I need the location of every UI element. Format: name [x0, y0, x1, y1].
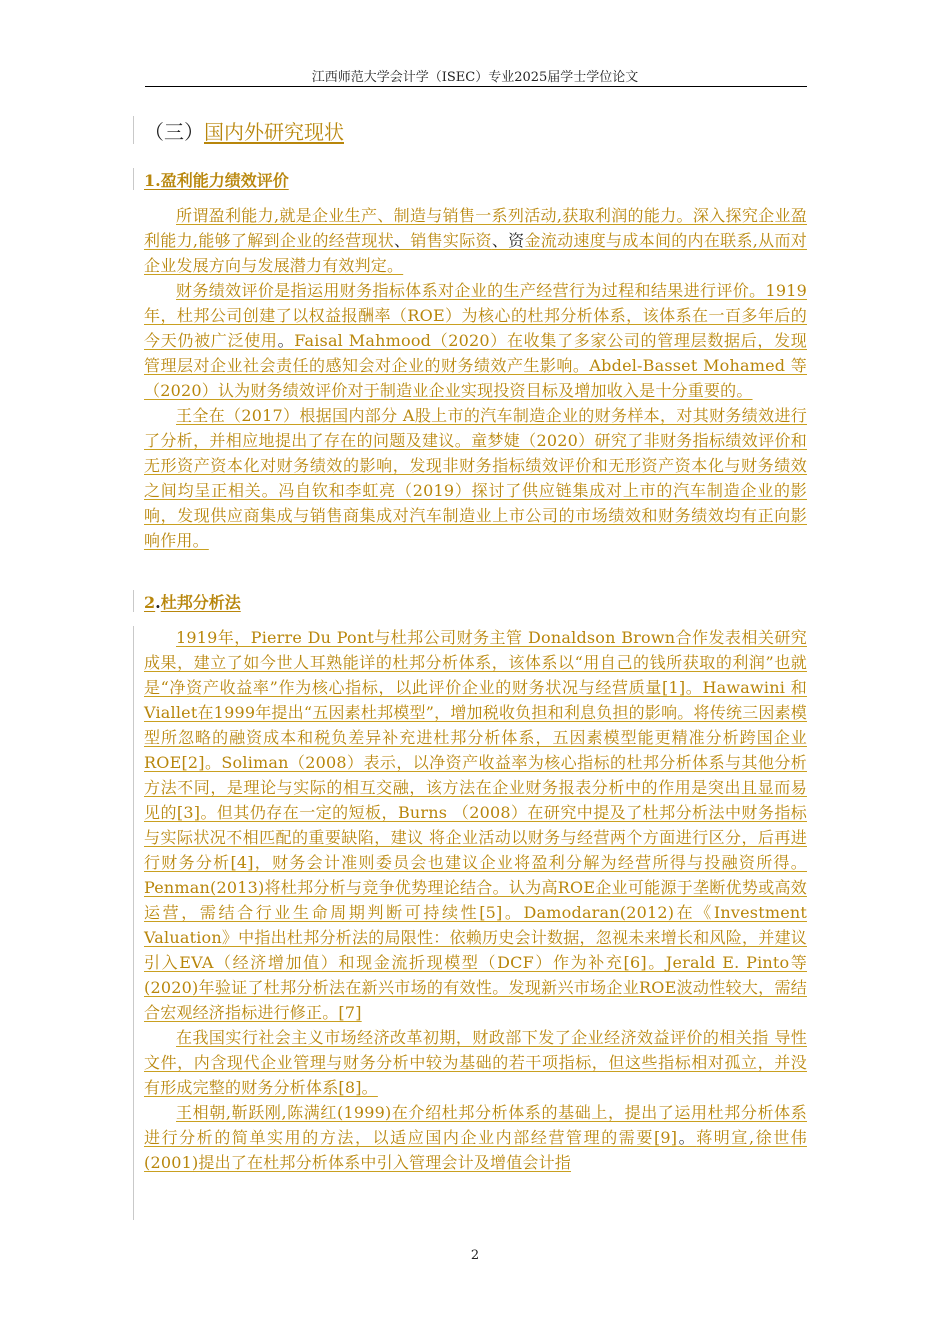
page-number: 2 — [470, 1248, 480, 1263]
subsection-title: 杜邦分析法 — [160, 593, 241, 612]
subsection-heading-1 — [144, 168, 807, 191]
body-text-1 — [144, 203, 807, 553]
paragraph: 王相朝,靳跃刚,陈满红(1999)在介绍杜邦分析体系的基础上，提出了运用杜邦分析体系进行分析的简单实用的方法，以适应国内企业内部经营管理的需要[9]。蒋明宣,徐世伟(2001)提出了在杜邦分析体系中引入管理会计及增值会计指 — [144, 1103, 807, 1172]
header-rule — [145, 86, 807, 87]
body-text-2 — [144, 625, 807, 1175]
paragraph: 王全在（2017）根据国内部分 A股上市的汽车制造企业的财务样本，对其财务绩效进行了分析，并相应地提出了存在的问题及建议。童梦婕（2020）研究了非财务指标绩效评价和无形资产资本化对财务绩效的影响，发现非财务指标绩效评价和无形资产资本化与财务绩效之间均呈正相关。冯自钦和李虹亮（2019）探讨了供应链集成对上市的汽车制造企业的影响，发现供应商集成与销售商集成对汽车制造业上市公司的市场绩效和财务绩效均有正向影响作用。 — [144, 406, 807, 550]
paragraph: 财务绩效评价是指运用财务指标体系对企业的生产经营行为过程和结果进行评价。1919年，杜邦公司创建了以权益报酬率（ROE）为核心的杜邦分析体系，该体系在一百多年后的今天仍被广泛使用。Faisal Mahmood（2020）在收集了多家公司的管理层数据后，发现管理层对企业社会责任的感知会对企业的财务绩效产生影响。Abdel-Basset Mohamed 等（2020）认为财务绩效评价对于制造业企业实现投资目标及增加收入是十分重要的。 — [144, 281, 807, 400]
subsection-title: 1.盈利能力绩效评价 — [144, 171, 289, 190]
revision-bar — [133, 626, 134, 1220]
subsection-heading-2 — [144, 590, 807, 613]
paragraph: 在我国实行社会主义市场经济改革初期，财政部下发了企业经济效益评价的相关指 导性文件，内含现代企业管理与财务分析中较为基础的若干项指标，但这些指标相对孤立，并没有形成完整的财务分析体系[8]。 — [144, 1028, 807, 1097]
subsection-dot: . — [155, 593, 161, 612]
paragraph: 1919年，Pierre Du Pont与杜邦公司财务主管 Donaldson Brown合作发表相关研究成果，建立了如今世人耳熟能详的杜邦分析体系，该体系以“用自己的钱所获取的利润”也就是“净资产收益率”作为核心指标，以此评价企业的财务状况与经营质量[1]。Hawawini 和 Viallet在1999年提出“五因素杜邦模型”，增加税收负担和利息负担的影响。将传统三因素模型所忽略的融资成本和税负差异补充进杜邦分析体系，五因素模型能更精准分析跨国企业 ROE[2]。Soliman（2008）表示，以净资产收益率为核心指标的杜邦分析体系与其他分析方法不同，是理论与实际的相互交融，该方法在企业财务报表分析中的作用是突出且显而易见的[3]。但其仍存在一定的短板，Burns （2008）在研究中提及了杜邦分析法中财务指标与实际状况不相匹配的重要缺陷，建议 将企业活动以财务与经营两个方面进行区分，后再进行财务分析[4]，财务会计准则委员会也建议企业将盈利分解为经营所得与投融资所得。Penman(2013)将杜邦分析与竞争优势理论结合。认为高ROE企业可能源于垄断优势或高效运营，需结合行业生命周期判断可持续性[5]。Damodaran(2012)在《Investment Valuation》中指出杜邦分析法的局限性：依赖历史会计数据，忽视未来增长和风险，并建议引入EVA（经济增加值）和现金流折现模型（DCF）作为补充[6]。Jerald E. Pinto等(2020)年验证了杜邦分析法在新兴市场的有效性。发现新兴市场企业ROE波动性较大，需结合宏观经济指标进行修正。[7] — [144, 628, 807, 1022]
revision-bar — [133, 590, 134, 612]
subsection-number: 2 — [144, 593, 156, 612]
page-header: 江西师范大学会计学（ISEC）专业2025届学士学位论文 — [311, 70, 639, 85]
section-prefix: （三） — [144, 120, 204, 144]
paragraph: 所谓盈利能力,就是企业生产、制造与销售一系列活动,获取利润的能力。深入探究企业盈利能力,能够了解到企业的经营现状、销售实际资、资金流动速度与成本间的内在联系,从而对企业发展方向与发展潜力有效判定。 — [144, 206, 807, 275]
section-heading — [144, 116, 807, 145]
section-title: 国内外研究现状 — [204, 120, 344, 144]
revision-bar — [133, 168, 134, 190]
revision-bar — [133, 116, 134, 144]
